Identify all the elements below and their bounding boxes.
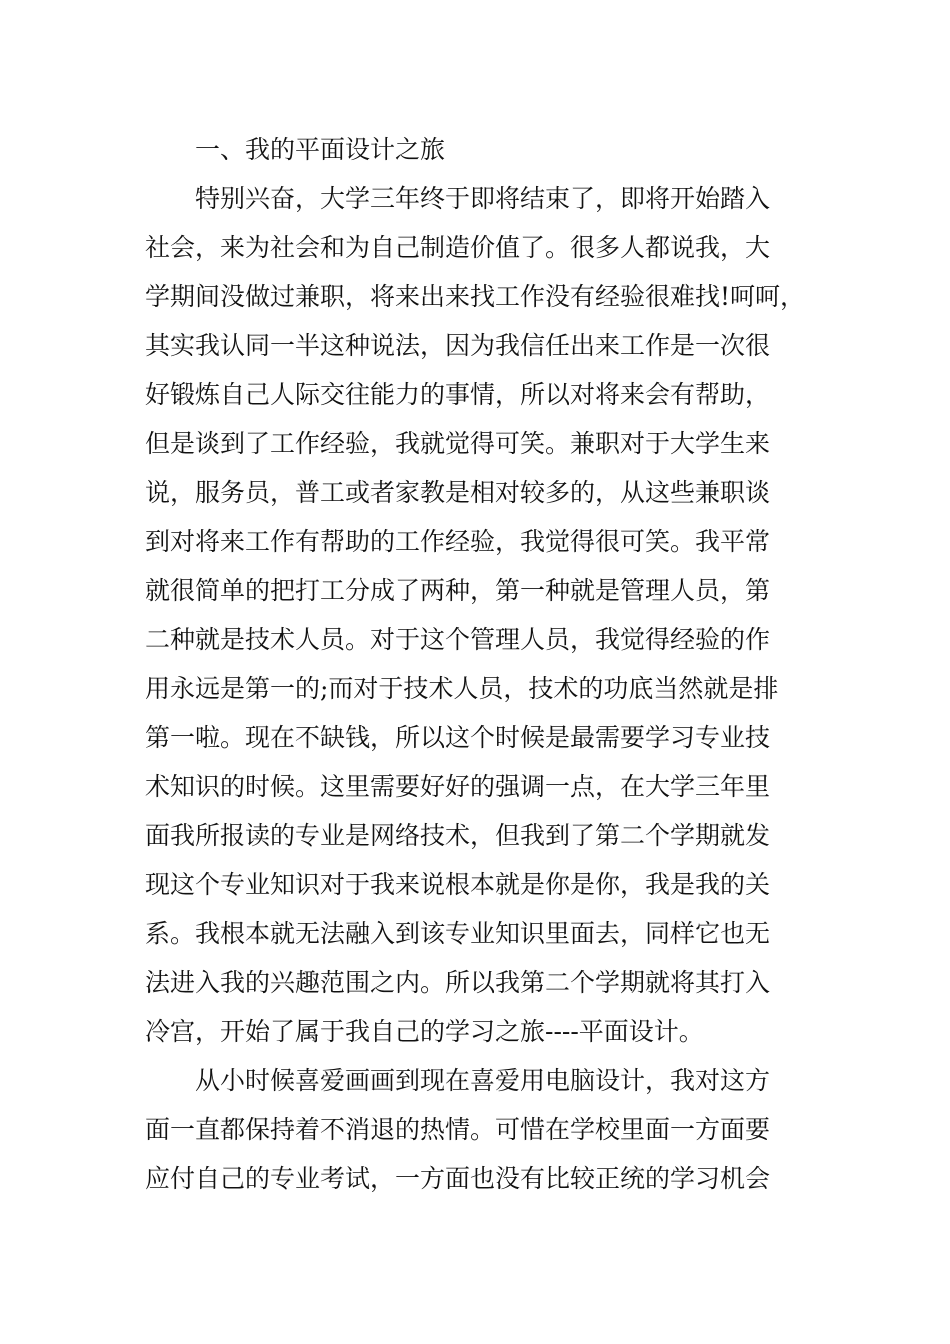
text-line: 现这个专业知识对于我来说根本就是你是你，我是我的关 bbox=[145, 870, 771, 899]
section-heading: 一、我的平面设计之旅 bbox=[195, 135, 446, 164]
text-line: 但是谈到了工作经验，我就觉得可笑。兼职对于大学生来 bbox=[145, 429, 771, 458]
text-line: 系。我根本就无法融入到该专业知识里面去，同样它也无 bbox=[145, 919, 771, 948]
text-line: 从小时候喜爱画画到现在喜爱用电脑设计，我对这方 bbox=[195, 1066, 771, 1095]
text-line: 特别兴奋，大学三年终于即将结束了，即将开始踏入 bbox=[195, 184, 771, 213]
text-line: 法进入我的兴趣范围之内。所以我第二个学期就将其打入 bbox=[145, 968, 771, 997]
paragraph-1 bbox=[145, 174, 810, 1056]
text-line: 其实我认同一半这种说法，因为我信任出来工作是一次很 bbox=[145, 331, 771, 360]
text-line: 用永远是第一的;而对于技术人员，技术的功底当然就是排 bbox=[145, 674, 779, 703]
text-line: 学期间没做过兼职，将来出来找工作没有经验很难找!呵呵， bbox=[145, 282, 806, 311]
text-line: 应付自己的专业考试，一方面也没有比较正统的学习机会 bbox=[145, 1164, 771, 1193]
text-line: 到对将来工作有帮助的工作经验，我觉得很可笑。我平常 bbox=[145, 527, 771, 556]
paragraph-2 bbox=[145, 1056, 810, 1203]
text-line: 术知识的时候。这里需要好好的强调一点，在大学三年里 bbox=[145, 772, 771, 801]
text-line: 面我所报读的专业是网络技术，但我到了第二个学期就发 bbox=[145, 821, 771, 850]
text-line: 冷宫，开始了属于我自己的学习之旅----平面设计。 bbox=[145, 1017, 704, 1046]
text-line: 面一直都保持着不消退的热情。可惜在学校里面一方面要 bbox=[145, 1115, 771, 1144]
text-line: 说，服务员，普工或者家教是相对较多的，从这些兼职谈 bbox=[145, 478, 771, 507]
text-line: 社会，来为社会和为自己制造价值了。很多人都说我，大 bbox=[145, 233, 771, 262]
document-body bbox=[145, 125, 810, 1203]
text-line: 第一啦。现在不缺钱，所以这个时候是最需要学习专业技 bbox=[145, 723, 771, 752]
text-line: 二种就是技术人员。对于这个管理人员，我觉得经验的作 bbox=[145, 625, 771, 654]
text-line: 好锻炼自己人际交往能力的事情，所以对将来会有帮助， bbox=[145, 380, 771, 409]
text-line: 就很简单的把打工分成了两种，第一种就是管理人员，第 bbox=[145, 576, 771, 605]
